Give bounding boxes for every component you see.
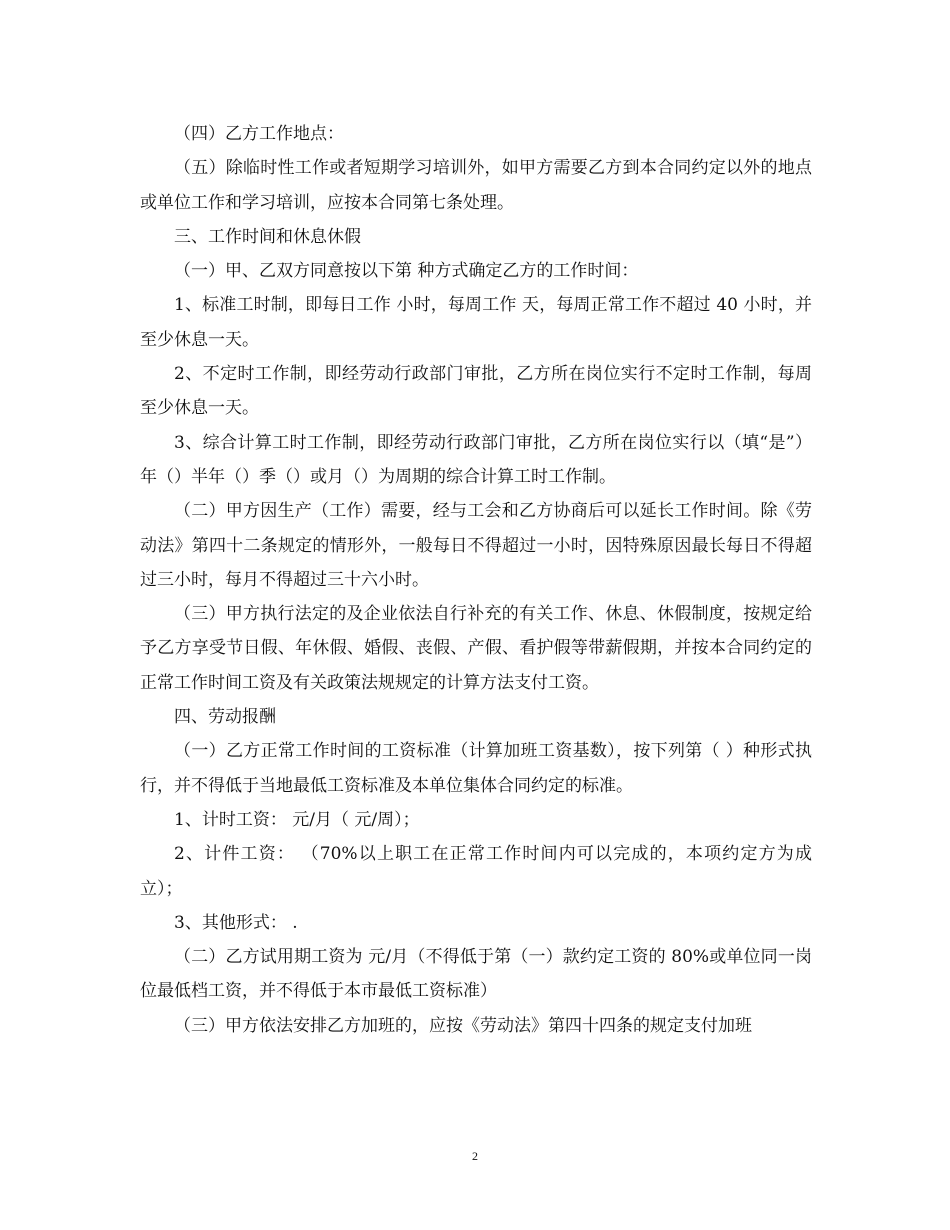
paragraph-comprehensive-hours: 3、综合计算工时工作制，即经劳动行政部门审批，乙方所在岗位实行以（填“是”）年（）半年（）季（）或月（）为周期的综合计算工时工作制。 [140, 432, 812, 487]
section-heading-remuneration: 四、劳动报酬 [174, 707, 276, 728]
paragraph-overtime-extension: （二）甲方因生产（工作）需要，经与工会和乙方协商后可以延长工作时间。除《劳动法》第四十二条规定的情形外，一般每日不得超过一小时，因特殊原因最长每日不得超过三小时，每月不得超过三十六小时。 [140, 501, 812, 590]
document-body [140, 117, 812, 1043]
paragraph-piece-wage: 2、计件工资： （70%以上职工在正常工作时间内可以完成的，本项约定方为成立）； [140, 844, 812, 899]
paragraph-overtime-pay: （三）甲方依法安排乙方加班的，应按《劳动法》第四十四条的规定支付加班 [174, 1015, 752, 1036]
paragraph-work-location: （四）乙方工作地点： [174, 124, 344, 144]
paragraph-flexible-hours: 2、不定时工作制，即经劳动行政部门审批，乙方所在岗位实行不定时工作制，每周至少休息一天。 [140, 364, 812, 419]
paragraph-time-wage: 1、计时工资： 元/月（ 元/周）； [174, 809, 420, 830]
paragraph-standard-hours: 1、标准工时制，即每日工作 小时，每周工作 天，每周正常工作不超过 40 小时，并至少休息一天。 [140, 295, 812, 350]
section-heading-work-hours: 三、工作时间和休息休假 [174, 226, 361, 247]
paragraph-other-forms: 3、其他形式： . [174, 912, 298, 933]
paragraph-external-work: （五）除临时性工作或者短期学习培训外，如甲方需要乙方到本合同约定以外的地点或单位工作和学习培训，应按本合同第七条处理。 [140, 158, 812, 213]
paragraph-work-hours-method: （一）甲、乙双方同意按以下第 种方式确定乙方的工作时间： [174, 261, 639, 282]
paragraph-wage-standard: （一）乙方正常工作时间的工资标准（计算加班工资基数），按下列第（ ）种形式执行，并不得低于当地最低工资标准及本单位集体合同约定的标准。 [140, 741, 812, 796]
paragraph-leave-policy: （三）甲方执行法定的及企业依法自行补充的有关工作、休息、休假制度，按规定给予乙方享受节日假、年休假、婚假、丧假、产假、看护假等带薪假期，并按本合同约定的正常工作时间工资及有关政策法规规定的计算方法支付工资。 [140, 604, 812, 693]
page-number: 2 [472, 1149, 478, 1163]
paragraph-probation-wage: （二）乙方试用期工资为 元/月（不得低于第（一）款约定工资的 80%或单位同一岗位最低档工资，并不得低于本市最低工资标准） [140, 947, 812, 1002]
